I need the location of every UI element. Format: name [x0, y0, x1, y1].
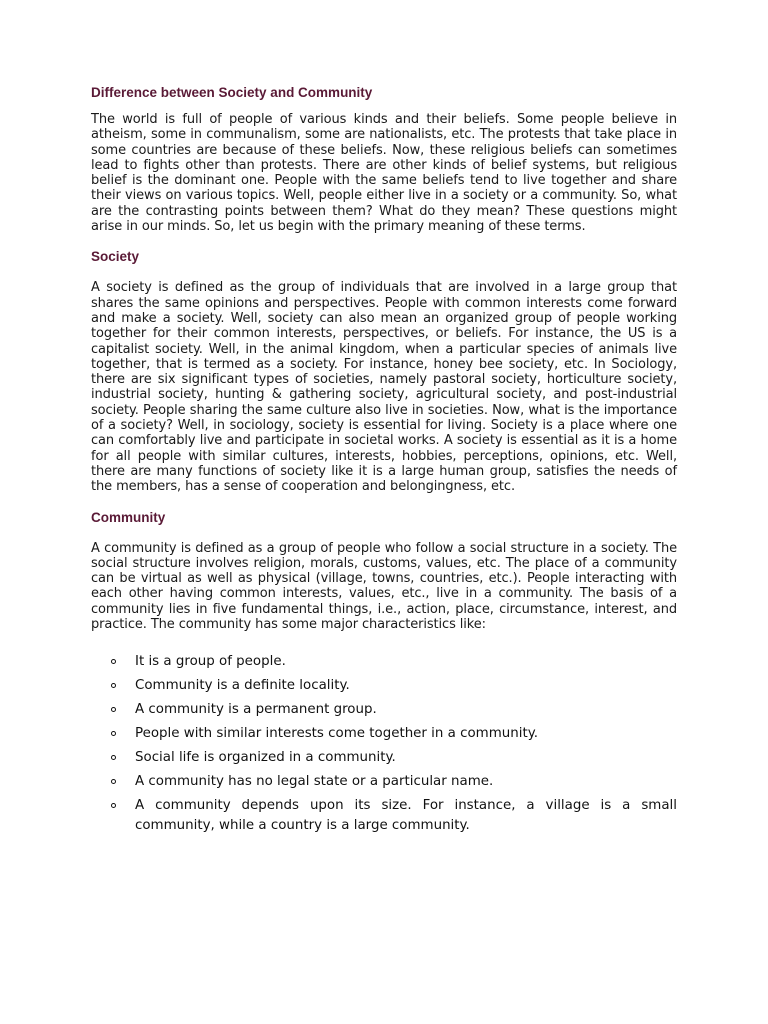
hollow-circle-icon: [111, 707, 116, 712]
list-item: [91, 652, 677, 672]
hollow-circle-icon: [111, 731, 116, 736]
hollow-circle-icon: [111, 683, 116, 688]
community-paragraph: A community is defined as a group of people who follow a social structure in a society. The social structure involves religion, morals, customs, values, etc. The place of a community can be virtual as well as physical (village, towns, countries, etc.). People interacting with each other having common interests, values, etc., live in a community. The basis of a community lies in five fundamental things, i.e., action, place, circumstance, interest, and practice. The community has some major characteristics like:: [91, 540, 677, 633]
list-item-text: A community has no legal state or a particular name.: [135, 774, 494, 790]
hollow-circle-icon: [111, 779, 116, 784]
hollow-circle-icon: [111, 659, 116, 664]
list-item-text: It is a group of people.: [135, 654, 286, 670]
list-item: [91, 748, 677, 768]
characteristics-list: [91, 652, 677, 836]
hollow-circle-icon: [111, 755, 116, 760]
list-item-text: A community depends upon its size. For instance, a village is a small community, while a country is a large community.: [135, 798, 677, 834]
community-heading: Community: [91, 509, 166, 525]
hollow-circle-icon: [111, 803, 116, 808]
society-paragraph: A society is defined as the group of individuals that are involved in a large group that shares the same opinions and perspectives. People with common interests come forward and make a society. Well, society can also mean an organized group of people working together for their common interests, perspectives, or beliefs. For instance, the US is a capitalist society. Well, in the animal kingdom, when a particular species of animals live together, that is termed as a society. For instance, honey bee society, etc. In Sociology, there are six significant types of societies, namely pastoral society, horticulture society, industrial society, hunting & gathering society, agricultural society, and post-industrial society. People sharing the same culture also live in societies. Now, what is the importance of a society? Well, in sociology, society is essential for living. Society is a place where one can comfortably live and participate in societal works. A society is essential as it is a home for all people with similar cultures, interests, hobbies, perceptions, opinions, etc. Well, there are many functions of society like it is a large human group, satisfies the needs of the members, has a sense of cooperation and belongingness, etc.: [91, 280, 677, 495]
list-item-text: Social life is organized in a community.: [135, 750, 396, 766]
list-item: [91, 772, 677, 792]
list-item: [91, 796, 677, 836]
document-page: [91, 78, 677, 840]
intro-paragraph: The world is full of people of various kinds and their beliefs. Some people believe in atheism, some in communalism, some are nationalists, etc. The protests that take place in some countries are because of these beliefs. Now, these religious beliefs can sometimes lead to fights other than protests. There are other kinds of belief systems, but religious belief is the dominant one. People with the same beliefs tend to live together and share their views on various topics. Well, people either live in a society or a community. So, what are the contrasting points between them? What do they mean? These questions might arise in our minds. So, let us begin with the primary meaning of these terms.: [91, 112, 677, 235]
list-item: [91, 700, 677, 720]
list-item-text: Community is a definite locality.: [135, 678, 350, 694]
list-item-text: People with similar interests come together in a community.: [135, 726, 538, 742]
list-item-text: A community is a permanent group.: [135, 702, 377, 718]
list-item: [91, 676, 677, 696]
list-item: [91, 724, 677, 744]
document-title: Difference between Society and Community: [91, 85, 373, 100]
society-heading: Society: [91, 249, 140, 265]
